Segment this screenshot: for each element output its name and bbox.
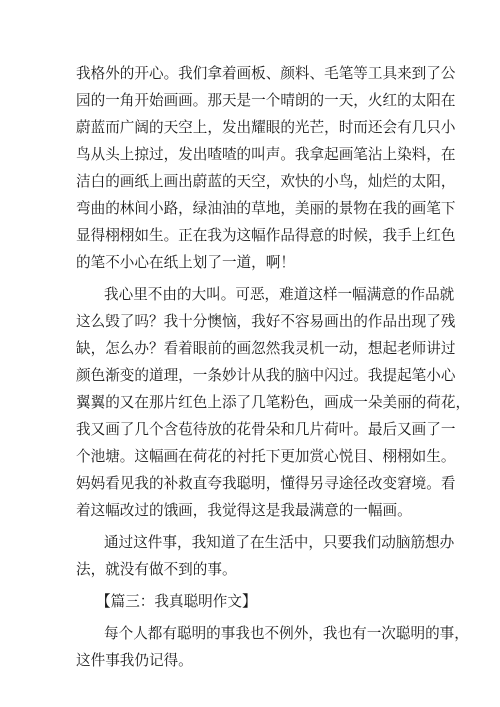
text-line: 我心里不由的大叫。可恶，难道这样一幅满意的作品就 xyxy=(104,286,455,303)
text-line: 妈妈看见我的补救直夸我聪明，懂得另寻途径改变窘境。看 xyxy=(76,475,456,492)
text-line: 这件事我仍记得。 xyxy=(76,652,193,669)
text-line: 通过这件事，我知道了在生活中，只要我们动脑筋想办 xyxy=(104,534,455,551)
text-line: 着这幅改过的饿画，我觉得这是我最满意的一幅画。 xyxy=(76,502,412,519)
text-line: 翼翼的又在那片红色上添了几笔粉色，画成一朵美丽的荷花， xyxy=(76,394,471,411)
text-line: 颜色渐变的道理，一条妙计从我的脑中闪过。我提起笔小心 xyxy=(76,367,456,384)
text-line: 弯曲的林间小路，绿油油的草地，美丽的景物在我的画笔下 xyxy=(76,200,456,217)
text-line: 缺，怎么办？看着眼前的画忽然我灵机一动，想起老师讲过 xyxy=(76,340,456,357)
text-line: 洁白的画纸上画出蔚蓝的天空，欢快的小鸟，灿烂的太阳， xyxy=(76,173,456,190)
text-line: 我又画了几个含苞待放的花骨朵和几片荷叶。最后又画了一 xyxy=(76,421,456,438)
text-line: 的笔不小心在纸上划了一道，啊！ xyxy=(76,254,295,271)
text-line: 园的一角开始画画。那天是一个晴朗的一天，火红的太阳在 xyxy=(76,92,456,109)
section-heading: 【篇三：我真聪明作文】 xyxy=(96,593,257,610)
text-line: 鸟从头上掠过，发出喳喳的叫声。我拿起画笔沾上染料，在 xyxy=(76,146,456,163)
text-line: 法，就没有做不到的事。 xyxy=(76,561,237,578)
text-line: 个池塘。这幅画在荷花的衬托下更加赏心悦目、栩栩如生。 xyxy=(76,448,456,465)
text-line: 蔚蓝而广阔的天空上，发出耀眼的光芒，时而还会有几只小 xyxy=(76,119,456,136)
text-line: 每个人都有聪明的事我也不例外，我也有一次聪明的事， xyxy=(104,625,469,642)
text-line: 显得栩栩如生。正在我为这幅作品得意的时候，我手上红色 xyxy=(76,227,456,244)
text-line: 这么毁了吗？我十分懊恼，我好不容易画出的作品出现了残 xyxy=(76,313,456,330)
text-line: 我格外的开心。我们拿着画板、颜料、毛笔等工具来到了公 xyxy=(76,65,456,82)
